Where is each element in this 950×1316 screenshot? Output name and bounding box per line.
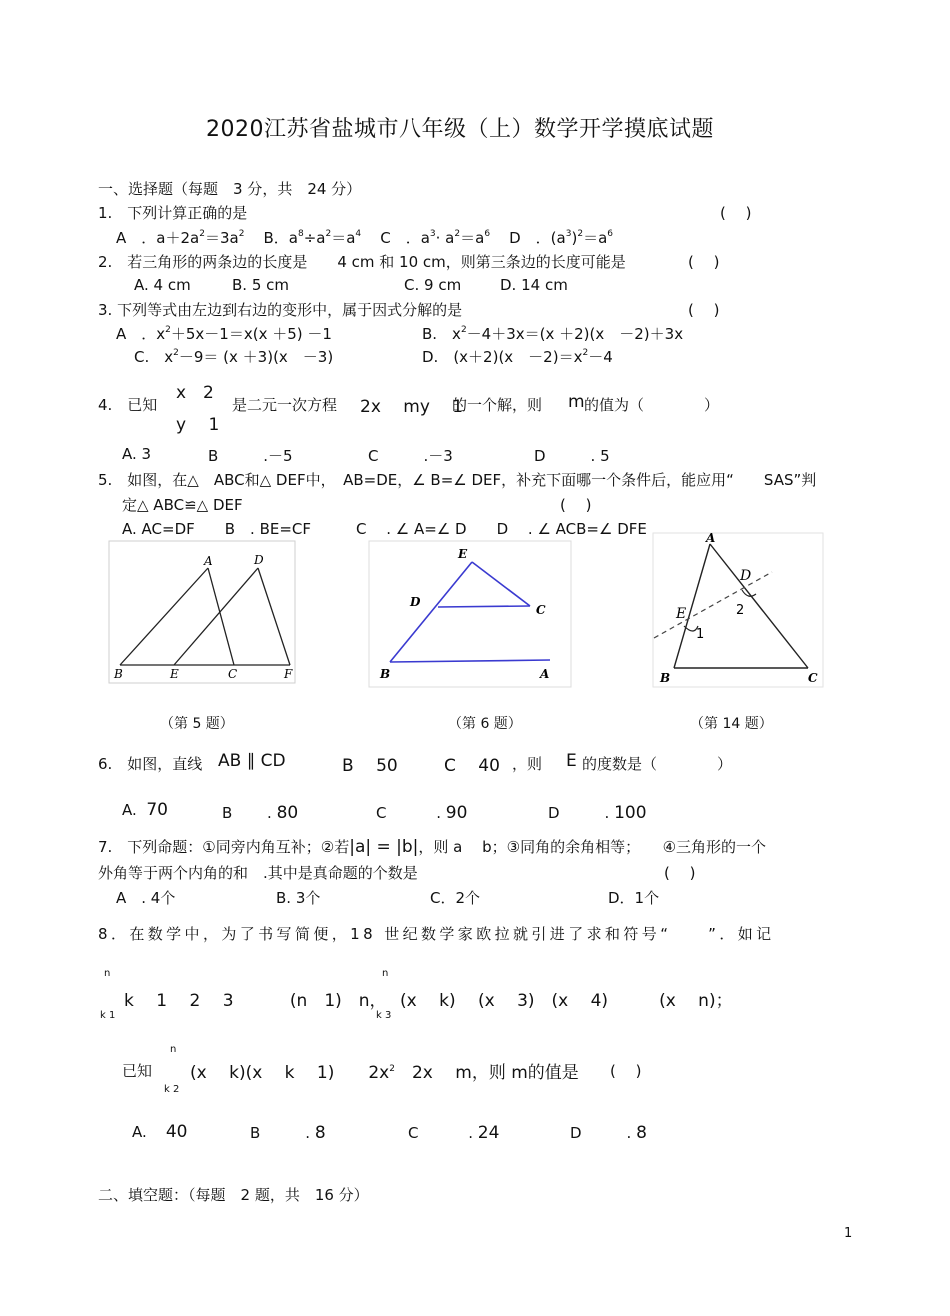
q8-sum2: (x k) (x 3) (x 4) (x n)；: [400, 991, 733, 1011]
q1-paren: ( ): [720, 204, 752, 222]
fig14-label-e: E: [676, 606, 687, 622]
q4-option-b: B .－5: [208, 447, 293, 465]
fig5-label-a: A: [204, 554, 213, 568]
q6-post2: 的度数是（ ）: [582, 755, 733, 773]
q8-option-c: C . 24: [408, 1123, 500, 1143]
q6-ab-cd: AB ∥ CD: [218, 751, 286, 771]
q6-e: E: [566, 751, 577, 771]
q4-option-a: A. 3: [122, 445, 152, 463]
figure-14: [652, 532, 824, 688]
q4-y-value: y 1: [176, 415, 220, 435]
q1-options: A ．$a+2a^2=3a^2$ B．$a^8\div a^2=a^4$ C ．$a^3\cdot a^2=a^6$ D ．$(a^3)^2=a^6$: [116, 229, 613, 247]
q3-option-d: D. (x＋2)(x $-2)=x^2-4$: [422, 348, 613, 366]
q4-option-d: D . 5: [534, 447, 610, 465]
q5-line1: 5. 如图，在△ ABC和△ DEF中， AB=DE，∠ B=∠ DEF，补充下面哪一个条件后，能应用“ SAS”判: [98, 471, 817, 489]
q7-option-d: D．1个: [608, 889, 660, 907]
q4-equation: 2x my 1: [360, 397, 464, 417]
q6-post: ，则: [512, 755, 543, 773]
q4-mid: 是二元一次方程: [232, 396, 338, 414]
q6-option-a: A. 70: [122, 800, 168, 820]
q3-option-b: B. $x^2-4+3x=(x +2)(x$ －2)＋3x: [422, 325, 684, 343]
section-heading-2: 二、填空题：（每题 2 题，共 16 分）: [98, 1186, 369, 1204]
q6-option-b: B . 80: [222, 803, 299, 823]
q7-option-c: C．2个: [430, 889, 481, 907]
q8-sum3-lower: k 2: [164, 1084, 180, 1095]
q8-sum1: k 1 2 3 (n 1) n，: [124, 991, 387, 1011]
q2-option-d: D. 14 cm: [500, 276, 568, 294]
q3-option-a: A ．$x^2+5x-1=x(x +5) -1$: [116, 325, 332, 343]
fig5-label-b: B: [114, 667, 123, 681]
q4-post: 的一个解，则: [452, 396, 543, 414]
q4-m: m: [568, 392, 585, 412]
q8-line1: 8．在数学中，为了书写简便，18 世纪数学家欧拉就引进了求和符号“ ”．如记: [98, 925, 775, 943]
q8-sum1-upper: n: [104, 968, 111, 979]
q8-option-d: D . 8: [570, 1123, 647, 1143]
q8-sum3-upper: n: [170, 1044, 177, 1055]
fig5-label-e: E: [170, 667, 179, 681]
q3-option-c: C. $x^2-9= (x +3)(x$ －3): [134, 348, 334, 366]
fig14-label-b: B: [660, 671, 671, 685]
q5-paren: ( ): [560, 496, 592, 514]
q8-sum2-upper: n: [382, 968, 389, 979]
fig6-label-d: D: [410, 595, 421, 609]
q5-line2: 定△ ABC≌△ DEF: [122, 496, 243, 514]
q6-option-d: D . 100: [548, 803, 647, 823]
q6-option-c: C . 90: [376, 803, 468, 823]
fig14-label-1: 1: [696, 627, 705, 642]
q7-option-a: A . 4个: [116, 889, 176, 907]
q2-stem: 2. 若三角形的两条边的长度是 4 cm 和 10 cm，则第三条边的长度可能是: [98, 253, 626, 271]
q7-line2: 外角等于两个内角的和 .其中是真命题的个数是: [98, 864, 418, 882]
fig5-caption: （第 5 题）: [160, 716, 234, 732]
q7-line1: 7. 下列命题：①同旁内角互补；②若|a| = |b|，则 a b；③同角的余角相等； ④三角形的一个: [98, 837, 767, 857]
q8-sum2-lower: k 3: [376, 1010, 392, 1021]
q8-sum3: (x k)(x k 1) $2x^2$ 2x m，则 m的值是: [190, 1063, 579, 1083]
q2-option-b: B. 5 cm: [232, 276, 289, 294]
fig6-label-a: A: [540, 667, 550, 681]
fig14-label-d: D: [740, 568, 752, 584]
q6-c: C 40: [444, 756, 500, 776]
fig14-label-2: 2: [736, 603, 745, 618]
q4-post2: 的值为（ ）: [584, 396, 720, 414]
figure-6: [368, 540, 572, 688]
q4-option-c: C .－3: [368, 447, 453, 465]
figure-5: [108, 540, 296, 684]
page-title: 2020江苏省盐城市八年级（上）数学开学摸底试题: [206, 117, 714, 142]
fig5-label-f: F: [284, 667, 293, 681]
q8-option-a: A. 40: [132, 1122, 188, 1142]
fig5-label-d: D: [254, 553, 264, 567]
q3-paren: ( ): [688, 301, 720, 319]
fig6-label-c: C: [536, 603, 546, 617]
fig14-label-a: A: [706, 532, 716, 545]
q3-stem: 3. 下列等式由左边到右边的变形中，属于因式分解的是: [98, 301, 463, 319]
q8-known: 已知: [122, 1062, 153, 1080]
fig5-label-c: C: [228, 667, 238, 681]
q7-paren: ( ): [664, 864, 696, 882]
q7-option-b: B. 3个: [276, 889, 321, 907]
q2-paren: ( ): [688, 253, 720, 271]
q8-paren: ( ): [610, 1062, 642, 1080]
fig6-caption: （第 6 题）: [448, 716, 522, 732]
fig6-label-e: E: [458, 547, 468, 561]
q2-option-a: A. 4 cm: [134, 276, 191, 294]
page-number: 1: [844, 1226, 853, 1241]
fig6-label-b: B: [380, 667, 391, 681]
q4-prefix: 4. 已知: [98, 396, 158, 414]
q5-options: A. AC=DF B . BE=CF C . ∠ A=∠ D D . ∠ ACB=∠ DFE: [122, 520, 647, 538]
q8-option-b: B . 8: [250, 1123, 326, 1143]
q2-option-c: C. 9 cm: [404, 276, 462, 294]
fig14-label-c: C: [808, 671, 818, 685]
q6-prefix: 6. 如图，直线: [98, 755, 203, 773]
section-heading-1: 一、选择题（每题 3 分，共 24 分）: [98, 180, 362, 198]
q1-stem: 1. 下列计算正确的是: [98, 204, 248, 222]
q4-x-value: x 2: [176, 383, 214, 403]
fig14-caption: （第 14 题）: [690, 716, 773, 732]
q6-b: B 50: [342, 756, 398, 776]
q8-sum1-lower: k 1: [100, 1010, 116, 1021]
